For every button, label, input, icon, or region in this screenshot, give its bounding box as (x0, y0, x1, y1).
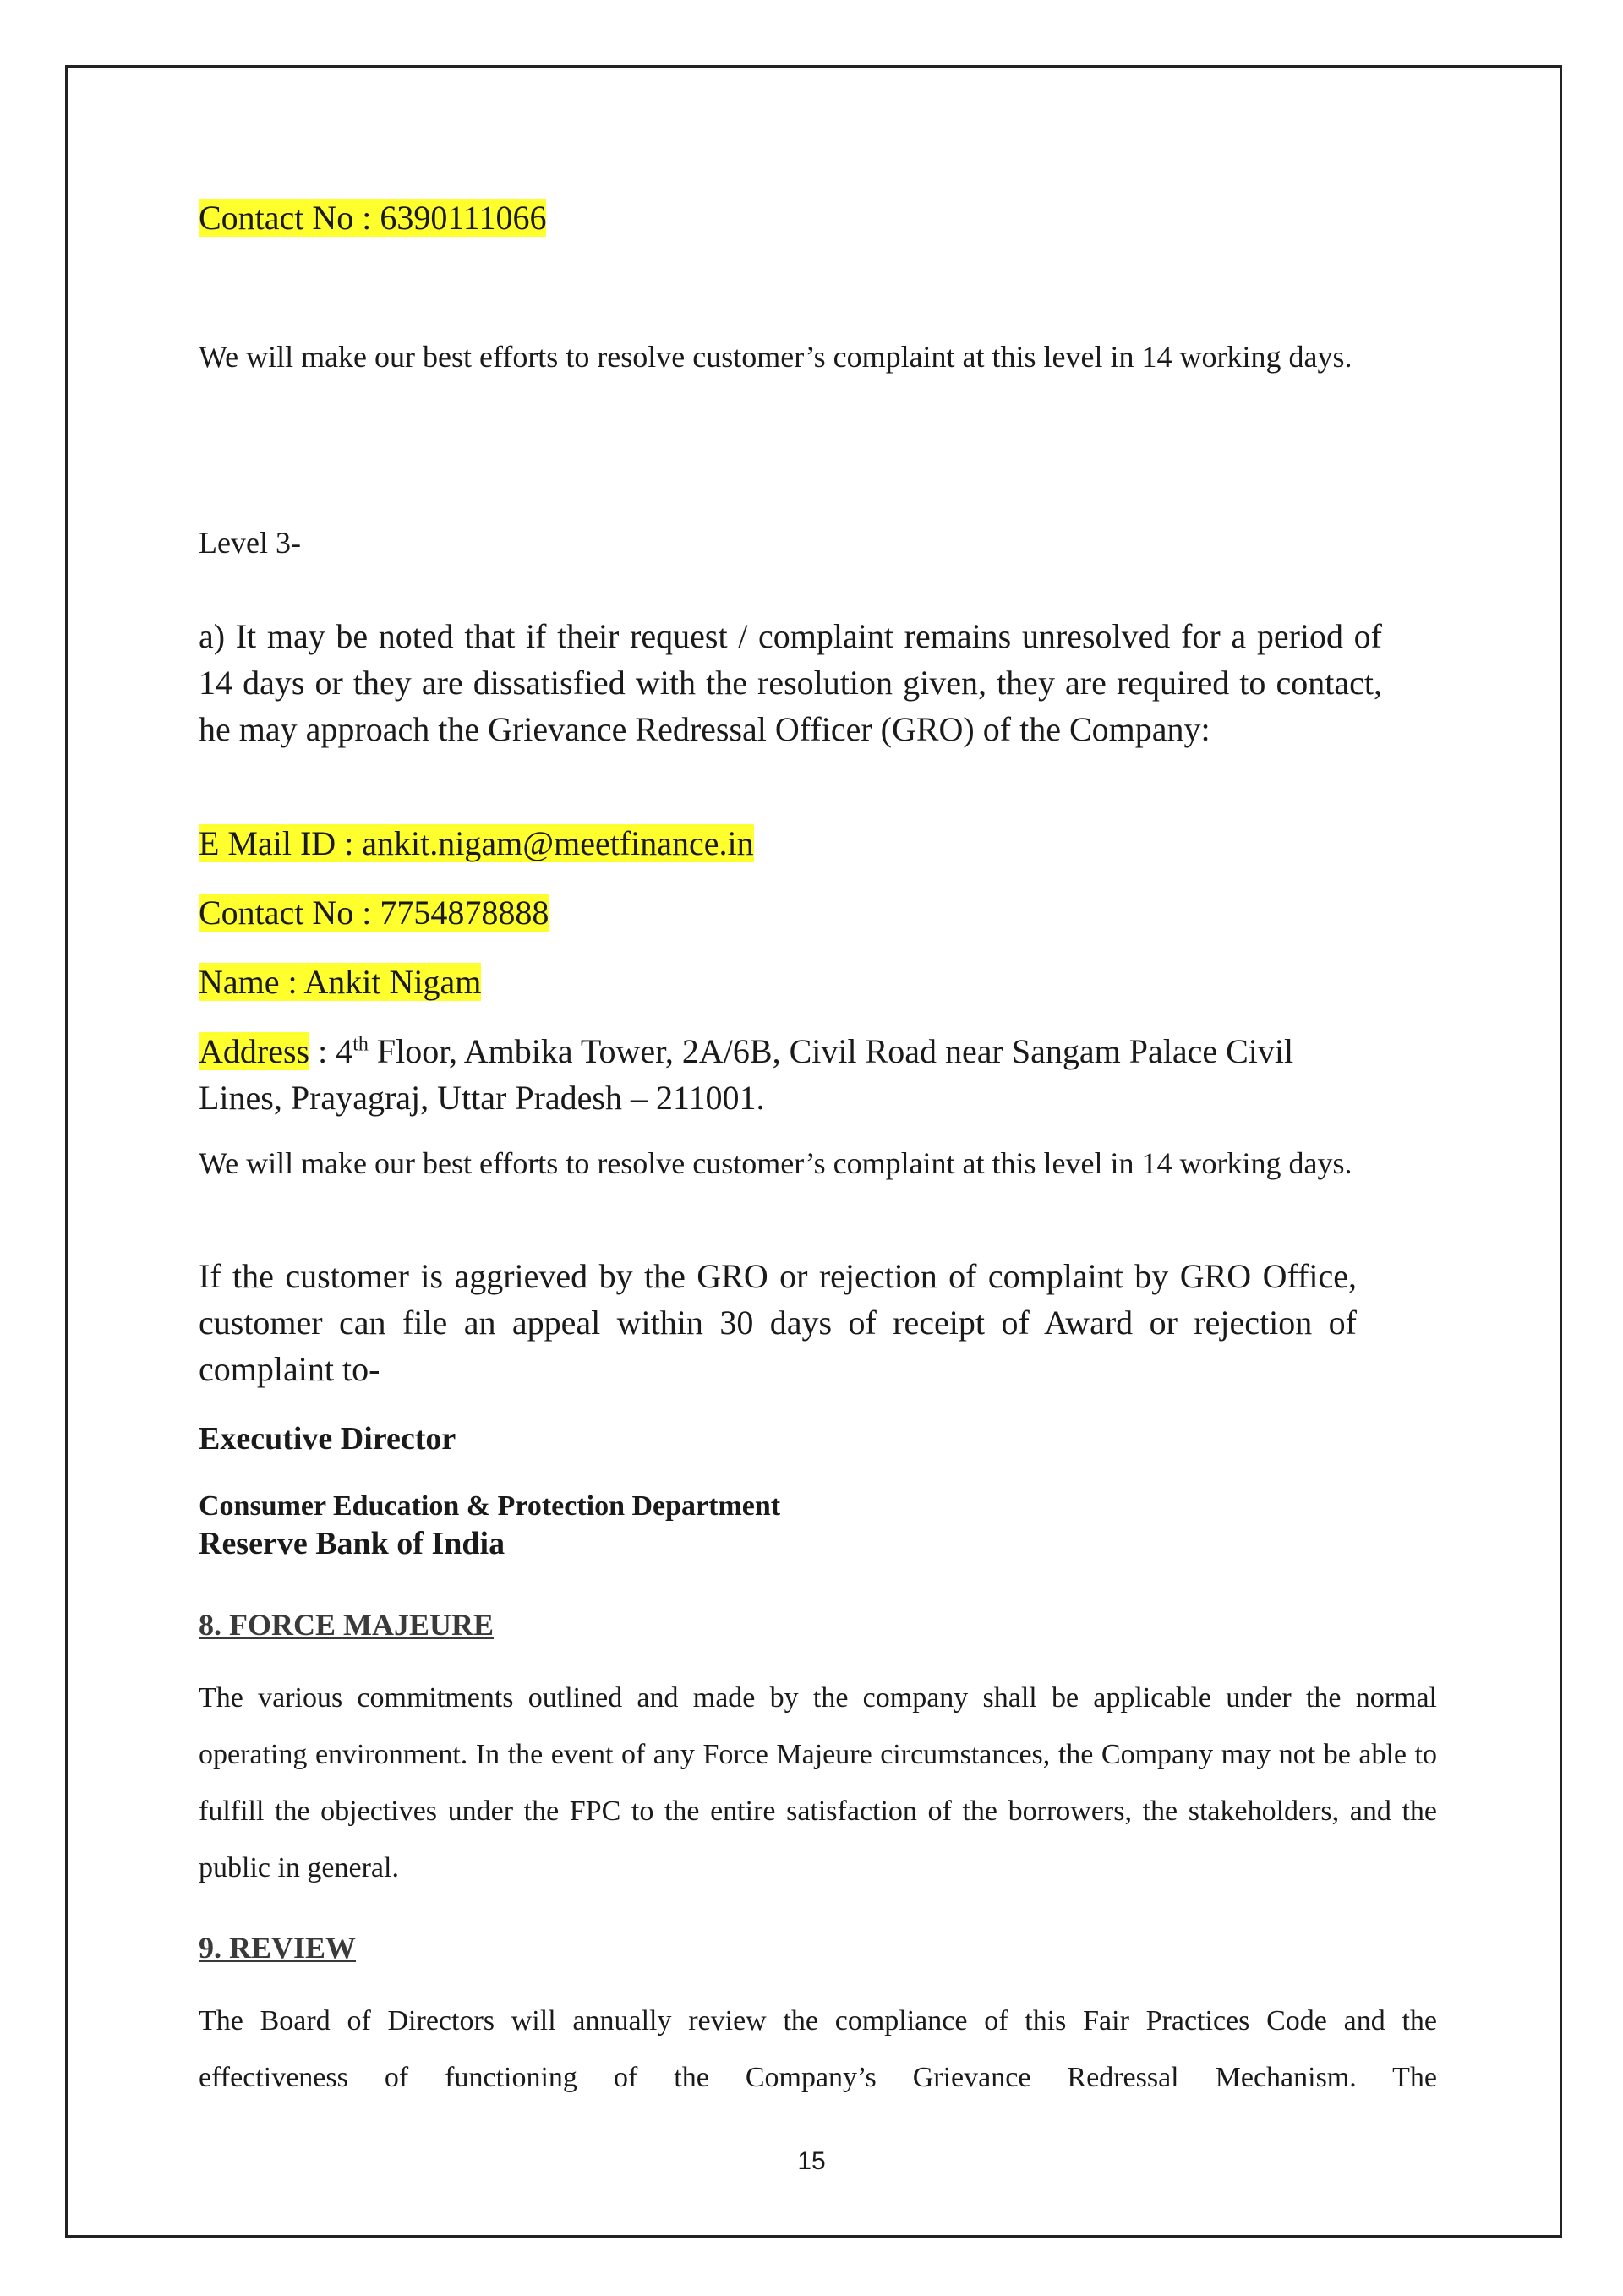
page-number: 15 (797, 2147, 826, 2175)
level2-contact: Contact No : 6390111066 (199, 199, 547, 237)
gro-contact: Contact No : 7754878888 (199, 894, 549, 932)
level2-resolution-note: We will make our best efforts to resolve customer’s complaint at this level in 14 working days. (199, 340, 1352, 374)
force-majeure-paragraph: The various commitments outlined and made by the company shall be applicable under the normal operating environment. In the event of any Force Majeure circumstances, the Company may not be able to fulfill the objectives under the FPC to the entire satisfaction of the borrowers, the stakeholders, and the public in general. (199, 1682, 1437, 1883)
gro-email: E Mail ID : ankit.nigam@meetfinance.in (199, 824, 754, 862)
gro-address-prefix: : 4 (309, 1032, 353, 1070)
gro-name-line (199, 959, 1382, 1005)
gro-email-line (199, 820, 1382, 866)
appeal-authority-title: Executive Director (199, 1421, 456, 1457)
appeal-authority-institution: Reserve Bank of India (199, 1526, 505, 1561)
appeal-paragraph: If the customer is aggrieved by the GRO or rejection of complaint by GRO Office, customer can file an appeal within 30 days of receipt of Award or rejection of complaint to- (199, 1257, 1357, 1388)
force-majeure-heading: 8. FORCE MAJEURE (199, 1608, 494, 1642)
appeal-authority-department: Consumer Education & Protection Department (199, 1490, 781, 1522)
gro-name: Name : Ankit Nigam (199, 963, 482, 1001)
gro-address-sup: th (352, 1033, 369, 1056)
gro-address-rest: Floor, Ambika Tower, 2A/6B, Civil Road near Sangam Palace Civil Lines, Prayagraj, Uttar Pradesh – 211001. (199, 1032, 1294, 1117)
level2-contact-line (199, 194, 1382, 241)
level3-title: Level 3- (199, 526, 301, 560)
gro-address (199, 1028, 1382, 1121)
review-heading: 9. REVIEW (199, 1931, 357, 1965)
level3-paragraph: a) It may be noted that if their request / complaint remains unresolved for a period of 14 days or they are dissatisfied with the resolution given, they are required to contact, he may approach the Grievance Redressal Officer (GRO) of the Company: (199, 617, 1382, 748)
review-paragraph: The Board of Directors will annually review the compliance of this Fair Practices Code and the effectiveness of functioning of the Company’s Grievance Redressal Mechanism. The (199, 2005, 1437, 2093)
gro-address-label: Address (199, 1032, 310, 1070)
gro-contact-line (199, 889, 1382, 936)
level3-resolution-note: We will make our best efforts to resolve customer’s complaint at this level in 14 working days. (199, 1146, 1352, 1180)
